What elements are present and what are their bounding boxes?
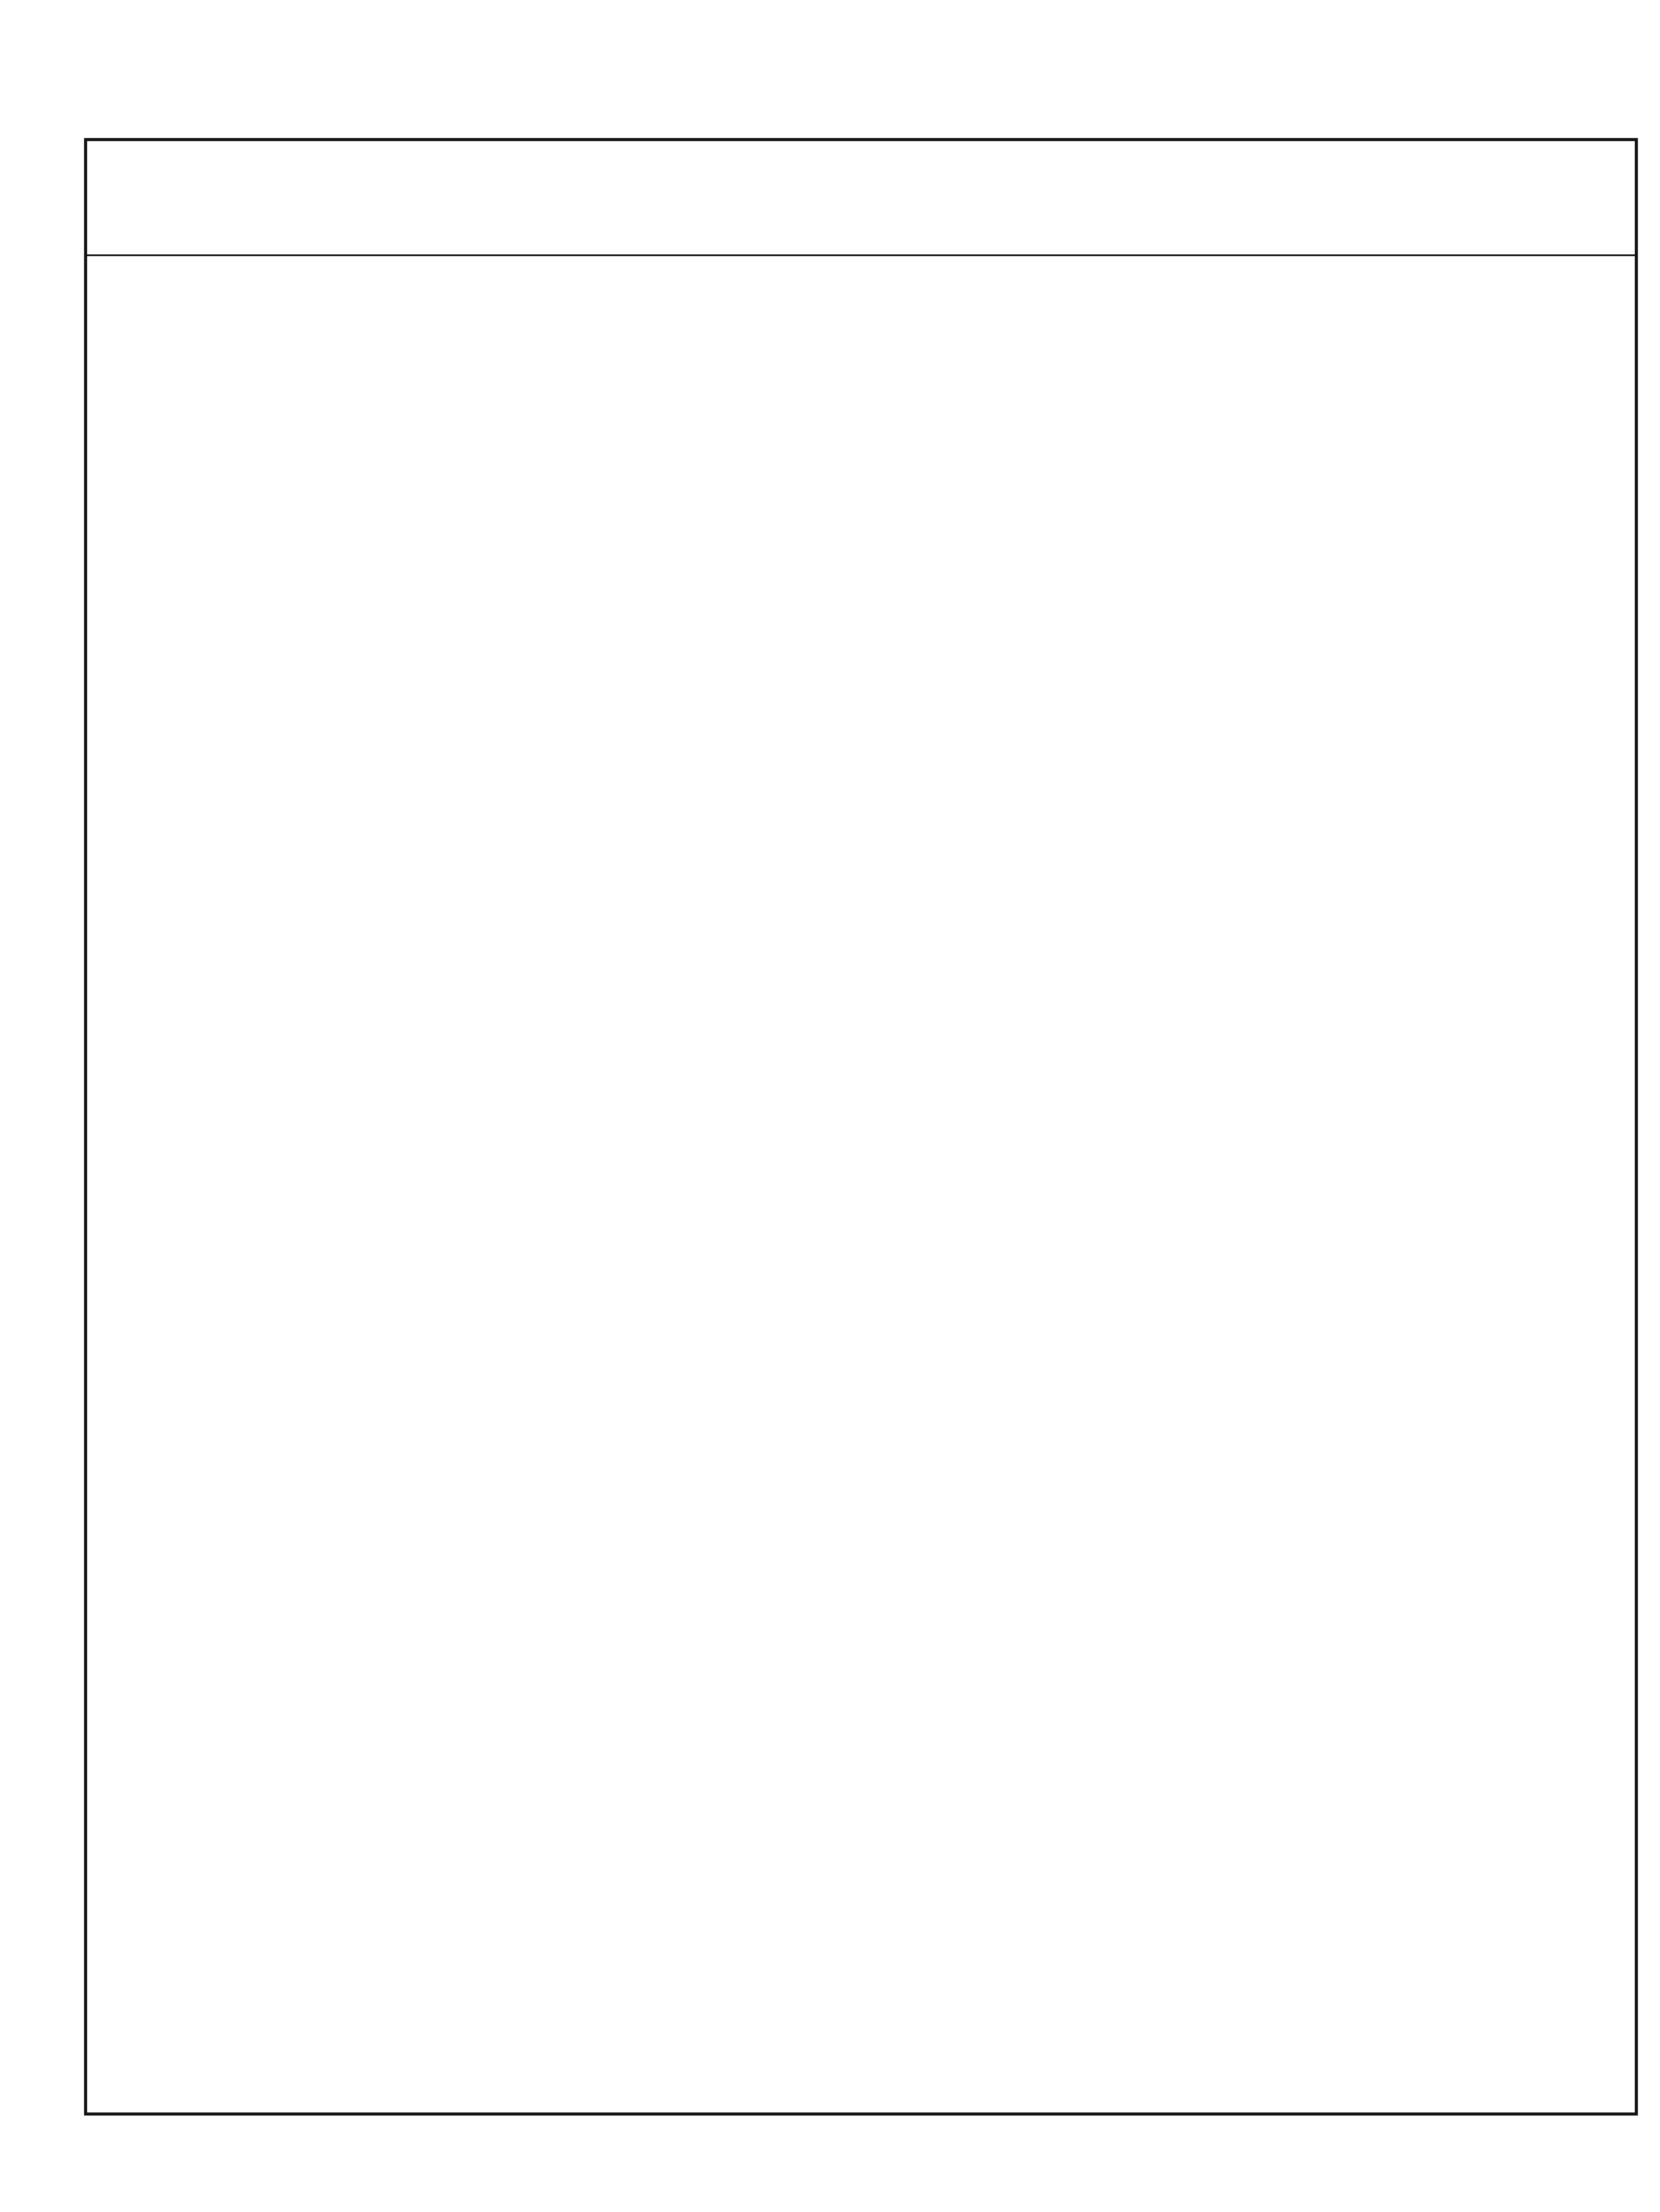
sunshine-table [84, 138, 1638, 2116]
column-header-row [87, 141, 1635, 256]
